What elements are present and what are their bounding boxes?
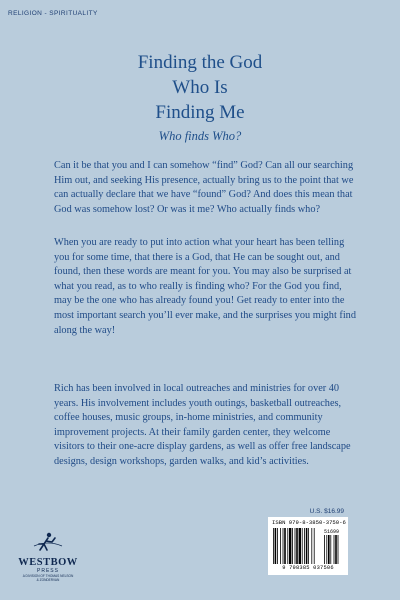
publisher-logo bbox=[18, 532, 78, 582]
book-title-line-1: Finding the God bbox=[137, 52, 263, 73]
author-bio-paragraph: Rich has been involved in local outreaches and ministries for over 40 years. His involvement includes youth outings, basketball outreaches, coffee houses, music groups, in-home ministries, and community improvement projects. At their family garden center, they welcome visitors to their one-acre display gardens, as well as offer free landscape designs, design workshops, garden walks, and kid’s activities. bbox=[54, 383, 351, 467]
book-title-line-3: Finding Me bbox=[155, 102, 245, 123]
book-subtitle: Who finds Who? bbox=[158, 129, 242, 143]
price-label: U.S. $16.99 bbox=[309, 508, 344, 515]
publisher-press: PRESS bbox=[37, 568, 59, 574]
publisher-division-1: A DIVISION OF THOMAS NELSON bbox=[22, 574, 74, 578]
barcode-icon bbox=[272, 527, 344, 565]
intro-paragraph: Can it be that you and I can somehow “find” God? Can all our searching Him out, and seeking His presence, actually bring us to the point that we can actually declare that we have “found” God? And does this mean that God was somehow lost? Or was it me? Who actually finds who? bbox=[54, 160, 354, 215]
title-block bbox=[0, 50, 400, 144]
book-title-line-2: Who Is bbox=[172, 77, 228, 98]
publisher-name: WESTBOW bbox=[18, 557, 78, 568]
barcode-box bbox=[268, 517, 348, 575]
category-label: RELIGION - SPIRITUALITY bbox=[8, 10, 98, 17]
publisher-division-2: & ZONDERVAN bbox=[36, 578, 60, 582]
isbn-text: ISBN 979-8-3850-3750-6 bbox=[272, 519, 346, 526]
runner-icon bbox=[30, 532, 66, 552]
barcode-addon-text: 51699 bbox=[324, 529, 340, 535]
barcode-number: 9 798385 037506 bbox=[282, 565, 334, 571]
description-paragraph: When you are ready to put into action what your heart has been telling you for some time, that there is a God, that He can be sought out, and found, then these words are meant for you. You may also be surprised at what you read, as to who really is finding who? For the God you find, may be the one who has already found you! Get ready to enter into the most important search you’ll ever make, and the surprises you might find along the way! bbox=[54, 237, 356, 336]
